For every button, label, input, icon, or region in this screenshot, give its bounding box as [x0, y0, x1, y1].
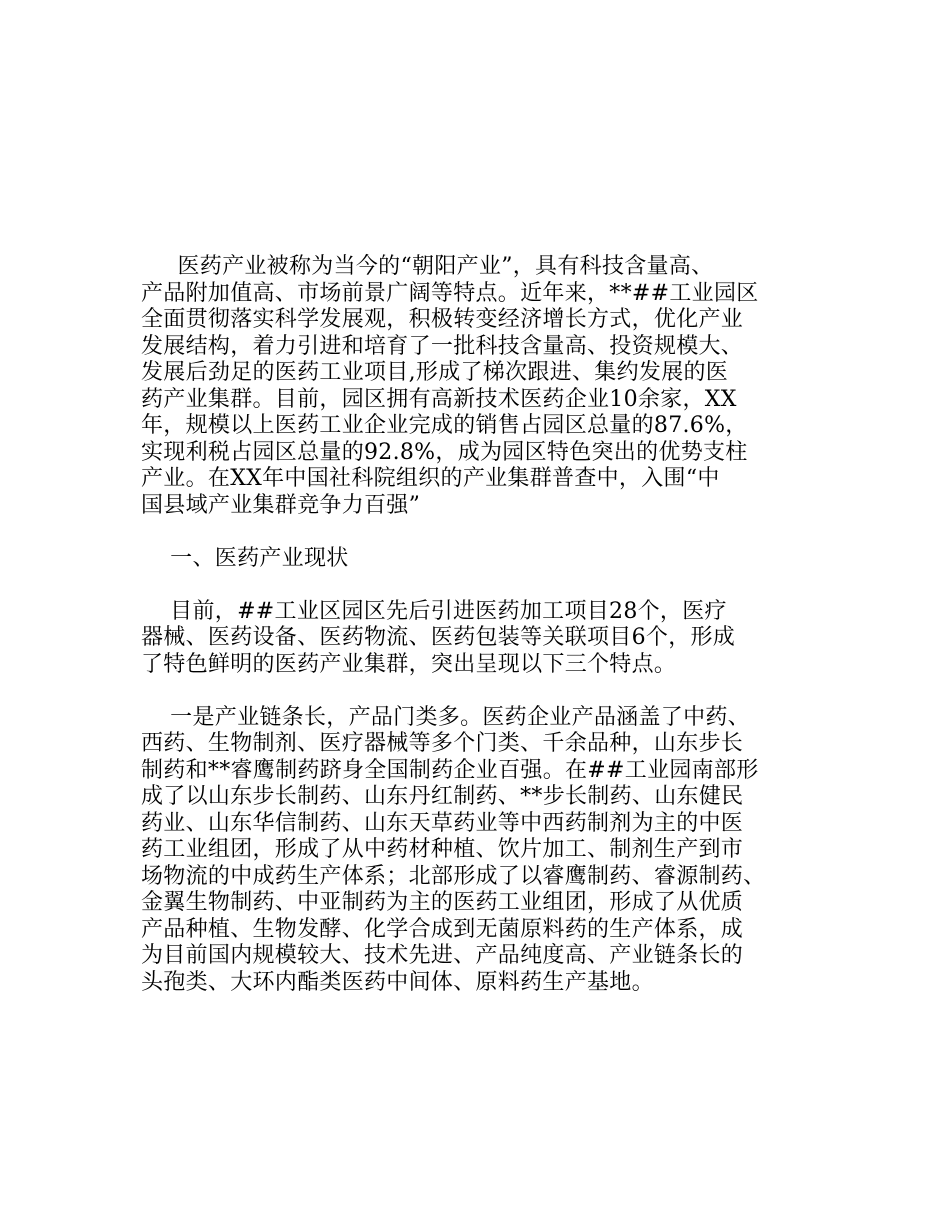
text-line: 场物流的中成药生产体系；北部形成了以睿鹰制药、睿源制药、: [141, 863, 766, 889]
text-line: 头孢类、大环内酯类医药中间体、原料药生产基地。: [141, 969, 654, 995]
text-line: 了特色鲜明的医药产业集群，突出呈现以下三个特点。: [141, 651, 677, 677]
text-line: 全面贯彻落实科学发展观，积极转变经济增长方式，优化产业: [141, 307, 744, 332]
text-line: 医药产业被称为当今的“朝阳产业”，具有科技含量高、: [141, 254, 714, 279]
paragraph-intro: [141, 254, 831, 519]
text-line: 产业。在XX年中国社科院组织的产业集群普查中，入围“中: [141, 466, 720, 491]
paragraph-gap: [141, 572, 831, 599]
text-line: 药产业集群。目前，园区拥有高新技术医药企业10余家，XX: [141, 386, 737, 412]
text-line: 药业、山东华信制药、山东天草药业等中西药制剂为主的中医: [141, 810, 744, 836]
paragraph-current-status: [141, 599, 831, 679]
text-line: 目前，##工业区园区先后引进医药加工项目28个，医疗: [141, 598, 727, 624]
paragraph-gap: [141, 519, 831, 546]
text-line: 实现利税占园区总量的92.8%，成为园区特色突出的优势支柱: [141, 439, 748, 465]
text-line: 药工业组团，形成了从中药材种植、饮片加工、制剂生产到市: [141, 837, 744, 862]
document-page: [141, 254, 831, 996]
text-line: 金翼生物制药、中亚制药为主的医药工业组团，形成了从优质: [141, 890, 744, 915]
text-line: 国县域产业集群竞争力百强”: [141, 492, 421, 518]
text-line: 西药、生物制剂、医疗器械等多个门类、千余品种，山东步长: [141, 731, 744, 756]
text-line: 制药和**睿鹰制药跻身全国制药企业百强。在##工业园南部形: [141, 757, 759, 783]
text-line: 年，规模以上医药工业企业完成的销售占园区总量的87.6%，: [141, 413, 748, 438]
text-line: 成了以山东步长制药、山东丹红制药、**步长制药、山东健民: [141, 784, 744, 809]
text-line: 发展结构，着力引进和培育了一批科技含量高、投资规模大、: [141, 333, 744, 359]
text-line: 一是产业链条长，产品门类多。医药企业产品涵盖了中药、: [141, 704, 750, 730]
text-line: 产品附加值高、市场前景广阔等特点。近年来，**##工业园区: [141, 280, 759, 306]
paragraph-gap: [141, 678, 831, 705]
heading-line: 一、医药产业现状: [141, 545, 349, 571]
paragraph-feature-one: [141, 705, 831, 997]
section-heading: [141, 546, 831, 573]
text-line: 发展后劲足的医药工业项目,形成了梯次跟进、集约发展的医: [141, 360, 729, 385]
text-line: 为目前国内规模较大、技术先进、产品纯度高、产业链条长的: [141, 943, 744, 968]
text-line: 产品种植、生物发酵、化学合成到无菌原料药的生产体系，成: [141, 916, 744, 942]
text-line: 器械、医药设备、医药物流、医药包装等关联项目6个，形成: [141, 625, 736, 650]
